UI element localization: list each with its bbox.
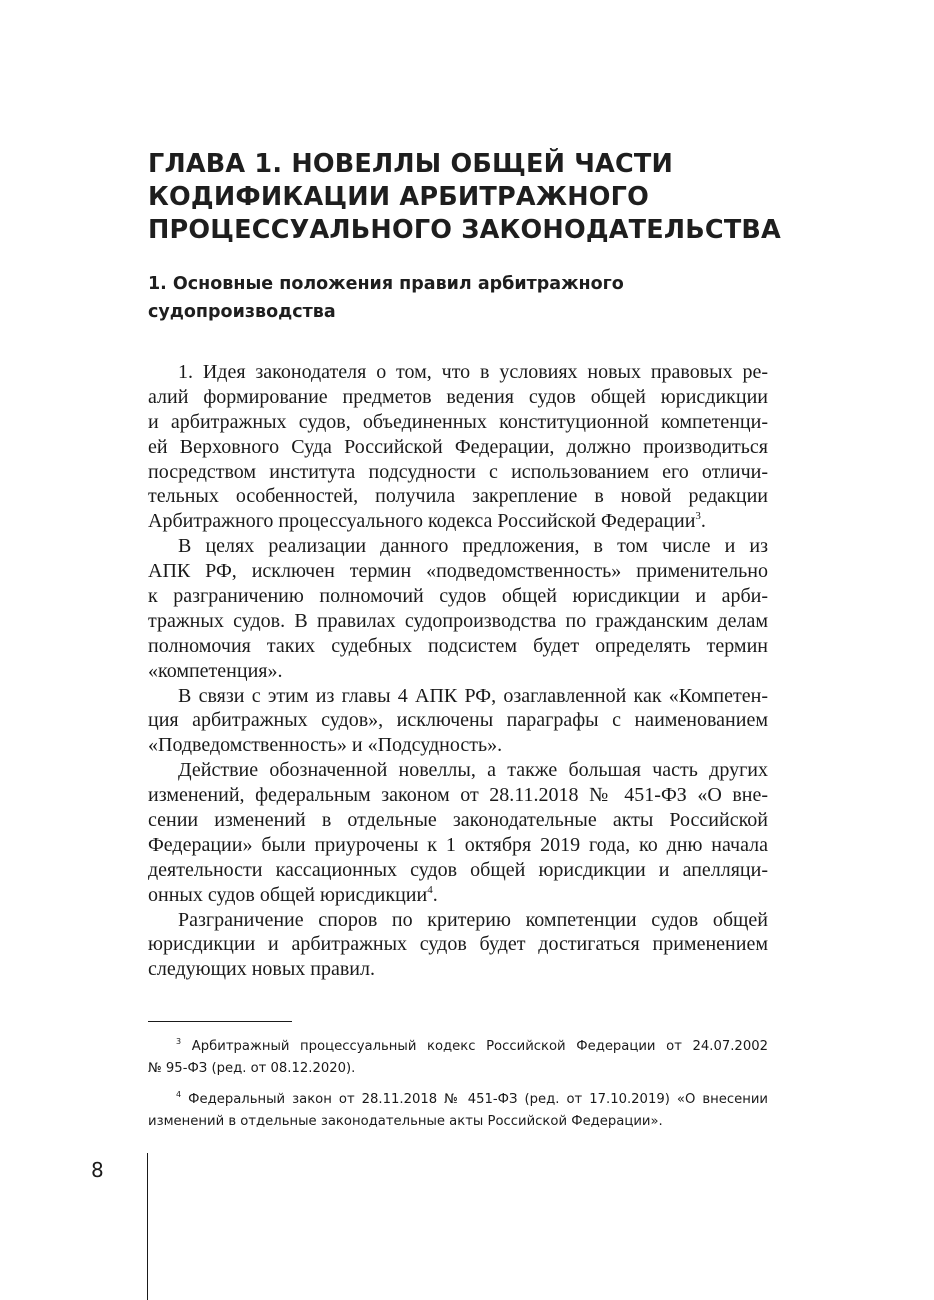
text-line: Действие обозначенной новеллы, а также большая часть других (178, 759, 768, 782)
text-line: сении изменений в отдельные законодательные акты Российской (148, 809, 768, 832)
chapter-title-line: ПРОЦЕССУАЛЬНОГО ЗАКОНОДАТЕЛЬСТВА (148, 215, 781, 245)
text-line: АПК РФ, исключен термин «подведомственность» применительно (148, 560, 768, 583)
text-line: полномочия таких судебных подсистем будет определять термин (148, 634, 768, 657)
text-line: юрисдикции и арбитражных судов будет достигаться применением (148, 933, 768, 956)
margin-rule (147, 1153, 148, 1300)
section-title (148, 270, 768, 326)
chapter-title (148, 148, 788, 247)
text-line: «компетенция». (148, 659, 283, 682)
sentence-period: . (700, 510, 706, 533)
text-line: «Подведомственность» и «Подсудность». (148, 734, 503, 757)
text-line: ей Верховного Суда Российской Федерации, должно производиться (148, 435, 768, 458)
footnote-marker: 4 (176, 1090, 182, 1099)
text-line: следующих новых правил. (148, 958, 375, 981)
text-line: Федерации» были приурочены к 1 октября 2019 года, ко дню начала (148, 833, 768, 856)
footnote-line (148, 1089, 768, 1111)
section-title-line: 1. Основные положения правил арбитражного (148, 274, 624, 294)
text-line (148, 509, 768, 534)
footnote-reference[interactable]: 4 (427, 883, 433, 896)
text-line: тельных особенностей, получила закрепление в новой редакции (148, 485, 768, 508)
footnote-line: № 95-ФЗ (ред. от 08.12.2020). (148, 1061, 356, 1076)
footnotes (148, 1036, 768, 1142)
footnote-line: изменений в отдельные законодательные акты Российской Федерации». (148, 1114, 663, 1129)
page-number: 8 (91, 1158, 104, 1182)
text-line: деятельности кассационных судов общей юрисдикции и апелляци- (148, 858, 768, 881)
sentence-period: . (432, 883, 438, 906)
text-line: к разграничению полномочий судов общей юрисдикции и арби- (148, 585, 768, 608)
footnote-reference[interactable]: 3 (695, 510, 701, 523)
footnote-separator (148, 1021, 292, 1022)
footnote-text: Федеральный закон от 28.11.2018 № 451-ФЗ (ред. от 17.10.2019) «О внесении (188, 1092, 768, 1107)
footnote-text: Арбитражный процессуальный кодекс Российской Федерации от 24.07.2002 (191, 1039, 768, 1054)
text-line: алий формирование предметов ведения судов общей юрисдикции (148, 385, 768, 408)
footnote (148, 1089, 768, 1133)
text-line: и арбитражных судов, объединенных конституционной компетенци- (148, 410, 768, 433)
chapter-title-line: КОДИФИКАЦИИ АРБИТРАЖНОГО (148, 182, 649, 212)
body-text (148, 360, 768, 982)
text-line-content: Арбитражного процессуального кодекса Российской Федерации (148, 510, 696, 533)
text-line (148, 883, 768, 908)
footnote-marker: 3 (176, 1037, 182, 1046)
chapter-title-line: ГЛАВА 1. НОВЕЛЛЫ ОБЩЕЙ ЧАСТИ (148, 149, 674, 179)
text-line: В целях реализации данного предложения, в том числе и из (178, 535, 768, 558)
footnote (148, 1036, 768, 1080)
text-line: изменений, федеральным законом от 28.11.2018 № 451-ФЗ «О вне- (148, 784, 768, 807)
text-line: Разграничение споров по критерию компетенции судов общей (178, 908, 768, 931)
text-line: ция арбитражных судов», исключены параграфы с наименованием (148, 709, 768, 732)
footnote-line (148, 1036, 768, 1058)
text-line-content: онных судов общей юрисдикции (148, 883, 428, 906)
text-line: В связи с этим из главы 4 АПК РФ, озаглавленной как «Компетен- (178, 684, 768, 707)
section-title-line: судопроизводства (148, 302, 336, 322)
text-line: 1. Идея законодателя о том, что в условиях новых правовых ре- (178, 361, 768, 383)
text-line: тражных судов. В правилах судопроизводства по гражданским делам (148, 609, 768, 632)
text-line: посредством института подсудности с использованием его отличи- (148, 460, 768, 483)
